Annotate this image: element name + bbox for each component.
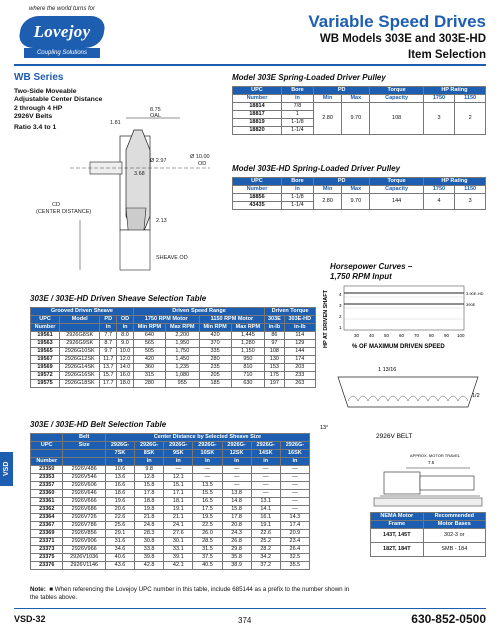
- belt-table-caption: 303E / 303E-HD Belt Selection Table: [30, 420, 167, 429]
- hp-curves-subtitle: 1,750 RPM Input: [330, 272, 392, 281]
- table-cell: 28.3: [135, 530, 164, 538]
- table-cell: 37.5: [193, 554, 222, 562]
- table-cell: 2926V686: [63, 506, 105, 514]
- table-cell: 23353: [31, 474, 63, 482]
- table-cell: 35.5: [280, 562, 309, 570]
- table-cell: 18.0: [117, 380, 134, 388]
- table-row: [31, 498, 310, 506]
- table-cell: 640: [133, 332, 165, 340]
- table-cell: 2926G10SK: [60, 348, 100, 356]
- table-cell: 114: [284, 332, 315, 340]
- table-cell: 42.8: [135, 562, 164, 570]
- table-row: 182T, 184T SMB - 184: [371, 543, 486, 557]
- table-row: [31, 554, 310, 562]
- table-cell: 35.8: [222, 554, 251, 562]
- y-tick: 2: [339, 314, 342, 319]
- motor-base-diagram: [370, 450, 486, 510]
- table-cell: 33.1: [164, 546, 193, 554]
- table-cell: 129: [284, 340, 315, 348]
- table-cell: 14.3: [280, 514, 309, 522]
- table-cell: 565: [133, 340, 165, 348]
- table-row: 18814 7/8 2.80 9.70 108 3 2: [233, 103, 486, 111]
- y-tick: 4: [339, 292, 342, 297]
- sheave-table: Grooved Driven Sheave Driven Speed Range Driven Torque UPC Model PD OD 1750 RPM Motor 1150 RPM Motor 303E 303E-HD Number in in Min RPM Max RPM Min RPM Max RPM in-lb in-lb 19561 2926G8SK 7.7 8.0 640 2,200 420 1,445 86 114 19563 2926G9SK 8.7 9.0 565 1,950 370 1,280 97 129 19565 2926G10SK 9.7 10.0 505 1,750 335 1,150 108 144 19567 2926G12SK 11.7 12.0 420 1,450 280 950 130 174 19569 2926G14SK 13.7 14.0 360 1,235 235 810 153 203 19572 2926G16SK 15.7 16.0 315 1,080 205 710 175 233 19575 2926G18SK 17.7 18.0 280 955 185 630 197 263: [30, 307, 316, 388]
- series-title: WB Series: [14, 72, 64, 83]
- table-cell: 19569: [31, 364, 60, 372]
- table-row: 18819 1-1/8: [233, 119, 486, 127]
- table-row: 18820 1-1/4: [233, 127, 486, 135]
- table-cell: 23375: [31, 554, 63, 562]
- table-row: 43435 1-1/4: [233, 202, 486, 210]
- table-cell: 205: [199, 372, 231, 380]
- table-cell: 2926V966: [63, 546, 105, 554]
- table-cell: 2926V646: [63, 490, 105, 498]
- table-cell: 2926V906: [63, 538, 105, 546]
- table-cell: 174: [284, 356, 315, 364]
- table-cell: 2926V486: [63, 466, 105, 474]
- page-title: Variable Speed Drives: [308, 12, 486, 31]
- table-cell: 2926V1146: [63, 562, 105, 570]
- table-cell: 15.8: [222, 506, 251, 514]
- table-cell: 2926V726: [63, 514, 105, 522]
- table-cell: 360: [133, 364, 165, 372]
- logo-name: Lovejoy: [33, 22, 91, 41]
- table-cell: 2926G12SK: [60, 356, 100, 364]
- table-row: [31, 466, 310, 474]
- table-cell: 1,150: [231, 348, 265, 356]
- table-row: [31, 522, 310, 530]
- table-cell: 2926V1036: [63, 554, 105, 562]
- sheave-table-caption: 303E / 303E-HD Driven Sheave Selection Table: [30, 294, 207, 303]
- table-cell: 2926V786: [63, 522, 105, 530]
- table-cell: 18.1: [164, 498, 193, 506]
- dim-od-label: OD: [198, 161, 207, 167]
- table-cell: 420: [133, 356, 165, 364]
- table-cell: 13.8: [222, 490, 251, 498]
- table-cell: 86: [265, 332, 284, 340]
- pulley-hd-table: UPC Bore PD Torque HP Rating Number in Min Max Capacity 1750 1150 18856 1-1/8 2.80 9.70 144 4 3 43435 1-1/4: [232, 177, 486, 210]
- table-cell: 13.7: [100, 364, 117, 372]
- table-cell: 15.8: [135, 482, 164, 490]
- footer-phone: 630-852-0500: [411, 612, 486, 626]
- table-cell: 9.8: [135, 466, 164, 474]
- table-row: [31, 372, 316, 380]
- table-cell: 9.0: [117, 340, 134, 348]
- belt-depth: 1/2: [472, 393, 480, 399]
- table-cell: 23350: [31, 466, 63, 474]
- table-row: 143T, 145T 302-3 or: [371, 529, 486, 543]
- table-cell: 22.6: [105, 514, 134, 522]
- table-cell: 31.6: [105, 538, 134, 546]
- table-cell: 15.5: [193, 490, 222, 498]
- table-cell: 1,235: [165, 364, 199, 372]
- table-cell: 22.5: [193, 522, 222, 530]
- table-cell: 1,445: [231, 332, 265, 340]
- table-cell: 23361: [31, 498, 63, 506]
- table-cell: 19567: [31, 356, 60, 364]
- table-cell: 33.8: [135, 546, 164, 554]
- table-cell: 13.1: [251, 498, 280, 506]
- table-cell: 24.3: [222, 530, 251, 538]
- table-cell: 28.2: [251, 546, 280, 554]
- table-cell: 19.1: [251, 522, 280, 530]
- table-cell: 26.4: [280, 546, 309, 554]
- dim-181: 1.81: [110, 120, 121, 126]
- hp-curves-chart: [322, 282, 488, 358]
- table-cell: 21.8: [135, 514, 164, 522]
- table-cell: 14.8: [222, 498, 251, 506]
- table-cell: 203: [284, 364, 315, 372]
- table-cell: 2926G16SK: [60, 372, 100, 380]
- table-row: [31, 380, 316, 388]
- table-cell: 1,450: [165, 356, 199, 364]
- table-row: [31, 538, 310, 546]
- table-cell: —: [193, 474, 222, 482]
- motor-base-table: NEMA Motor Recommended Frame Motor Bases 143T, 145T 302-3 or 182T, 184T SMB - 184: [370, 512, 486, 557]
- table-cell: 31.5: [193, 546, 222, 554]
- pulley-303e-table: UPC Bore PD Torque HP Rating Number in Min Max Capacity 1750 1150 18814 7/8 2.80 9.70 108 3 2 18817 1 18819 1-1/8 18820 1-1/4: [232, 86, 486, 135]
- table-cell: 30.1: [164, 538, 193, 546]
- table-cell: 23360: [31, 490, 63, 498]
- pulley-hd-caption: Model 303E-HD Spring-Loaded Driver Pulley: [232, 164, 401, 173]
- table-cell: 1,950: [165, 340, 199, 348]
- table-cell: 810: [231, 364, 265, 372]
- table-cell: 950: [231, 356, 265, 364]
- table-cell: —: [164, 466, 193, 474]
- table-cell: 23362: [31, 506, 63, 514]
- x-tick: 90: [444, 333, 450, 338]
- footer-rule: [14, 608, 486, 609]
- table-cell: 39.1: [164, 554, 193, 562]
- belt-angle: 13°: [320, 425, 329, 431]
- table-row: 18856 1-1/8 2.80 9.70 144 4 3: [233, 194, 486, 202]
- table-cell: 19561: [31, 332, 60, 340]
- table-cell: 235: [199, 364, 231, 372]
- table-cell: 23357: [31, 482, 63, 490]
- table-cell: 19572: [31, 372, 60, 380]
- table-cell: 22.6: [251, 530, 280, 538]
- table-cell: 19563: [31, 340, 60, 348]
- ratio-text: Ratio 3.4 to 1: [14, 124, 57, 131]
- table-cell: 280: [199, 356, 231, 364]
- table-cell: 16.1: [251, 514, 280, 522]
- table-cell: 25.6: [105, 522, 134, 530]
- table-cell: 1,280: [231, 340, 265, 348]
- dim-1000: Ø 10.00: [190, 154, 210, 160]
- table-cell: 29.1: [105, 530, 134, 538]
- side-tab-vsd: VSD: [0, 452, 13, 486]
- table-cell: —: [251, 466, 280, 474]
- dim-cd: CD: [52, 202, 60, 208]
- belt-selection-table: Belt Center Distance by Selected Sheave Size UPC Size 2926G- 2926G- 2926G- 2926G- 2926G- 2926G- 2926G- 7SK 8SK 9SK 10SK 12SK 14SK 16SK Number in in in in in in in 23350 2926V486 10.6 9.8 — — — — — 23353 2926V546 13.6 12.8 12.1 — — — — 23357 2926V606 16.6 15.8 15.1 13.5 — — — 23360 2926V646 18.6 17.8 17.1 15.5 13.8 — — 23361 2926V666 19.6 18.8 18.1 16.5 14.8 13.1 — 23362 2926V686 20.6 19.8 19.1 17.5 15.8 14.1 — 23364 2926V726 22.6 21.8 21.1 19.5 17.8 16.1 14.3 23367 2926V786 25.6 24.8 24.1 22.5 20.8 19.1 17.4 23369 2926V856 29.1 28.3 27.6 26.0 24.3 22.6 20.9 23371 2926V906 31.6 30.8 30.1 28.5 26.8 25.2 23.4 23373 2926V966 34.6 33.8 33.1 31.5 29.8 28.2 26.4 23375 2926V1036 40.6 39.8 39.1 37.5 35.8 34.2 32.5 23376 2926V1146 43.6 42.8 42.1 40.5 38.9 37.2 35.5: [30, 433, 310, 570]
- table-cell: 15.1: [164, 482, 193, 490]
- table-cell: 16.6: [105, 482, 134, 490]
- hp-y-label: HP AT DRIVEN SHAFT: [323, 290, 329, 348]
- table-cell: 19575: [31, 380, 60, 388]
- table-cell: 20.9: [280, 530, 309, 538]
- table-cell: 20.8: [222, 522, 251, 530]
- table-cell: 13.5: [193, 482, 222, 490]
- table-cell: 17.7: [100, 380, 117, 388]
- table-cell: —: [193, 466, 222, 474]
- table-cell: 26.0: [193, 530, 222, 538]
- table-cell: 280: [133, 380, 165, 388]
- belt-diagram: [318, 363, 486, 443]
- x-tick: 60: [399, 333, 405, 338]
- table-cell: 30.8: [135, 538, 164, 546]
- table-cell: 19.6: [105, 498, 134, 506]
- table-cell: —: [251, 490, 280, 498]
- table-cell: —: [280, 490, 309, 498]
- table-cell: 2926G8SK: [60, 332, 100, 340]
- table-cell: 12.0: [117, 356, 134, 364]
- table-cell: 40.5: [193, 562, 222, 570]
- dim-213: 2.13: [156, 218, 167, 224]
- table-cell: 12.8: [135, 474, 164, 482]
- table-row: [31, 530, 310, 538]
- table-cell: 630: [231, 380, 265, 388]
- table-cell: 710: [231, 372, 265, 380]
- table-cell: 1,750: [165, 348, 199, 356]
- table-cell: 2926G14SK: [60, 364, 100, 372]
- table-cell: 27.6: [164, 530, 193, 538]
- hp-curves-title: Horsepower Curves –: [330, 262, 413, 271]
- table-note: Note: ■ When referencing the Lovejoy UPC number in this table, include 685144 as a prefix to the number shown in the tables above.: [30, 586, 350, 601]
- table-cell: 153: [265, 364, 284, 372]
- table-cell: —: [280, 466, 309, 474]
- table-cell: 13.6: [105, 474, 134, 482]
- table-cell: —: [251, 482, 280, 490]
- belt-width: 1 13/16: [378, 367, 397, 373]
- table-cell: —: [222, 482, 251, 490]
- dim-oal-label: OAL: [150, 113, 162, 119]
- table-cell: —: [280, 498, 309, 506]
- header-rule: [14, 64, 486, 66]
- table-cell: 10.6: [105, 466, 134, 474]
- table-cell: 16.0: [117, 372, 134, 380]
- table-row: [31, 562, 310, 570]
- table-cell: 197: [265, 380, 284, 388]
- table-cell: 28.5: [193, 538, 222, 546]
- table-cell: 40.6: [105, 554, 134, 562]
- table-cell: 23371: [31, 538, 63, 546]
- table-cell: 8.7: [100, 340, 117, 348]
- table-cell: 19565: [31, 348, 60, 356]
- table-cell: 25.2: [251, 538, 280, 546]
- table-row: 18817 1: [233, 111, 486, 119]
- table-cell: 34.6: [105, 546, 134, 554]
- table-cell: 42.1: [164, 562, 193, 570]
- table-cell: 19.8: [135, 506, 164, 514]
- table-cell: 185: [199, 380, 231, 388]
- table-cell: 23369: [31, 530, 63, 538]
- table-cell: 38.9: [222, 562, 251, 570]
- pulley-303e-caption: Model 303E Spring-Loaded Driver Pulley: [232, 73, 386, 82]
- table-cell: 505: [133, 348, 165, 356]
- table-cell: 23364: [31, 514, 63, 522]
- table-cell: 29.8: [222, 546, 251, 554]
- table-cell: 14.1: [251, 506, 280, 514]
- motor-travel-dim: 7.5: [428, 460, 435, 465]
- table-cell: 97: [265, 340, 284, 348]
- x-tick: 100: [457, 333, 465, 338]
- x-tick: 70: [414, 333, 420, 338]
- table-cell: 12.1: [164, 474, 193, 482]
- footer-page-code: VSD-32: [14, 614, 46, 624]
- table-cell: 19.5: [193, 514, 222, 522]
- x-tick: 50: [384, 333, 390, 338]
- logo-subtitle: Coupling Solutions: [24, 48, 100, 58]
- table-cell: 15.7: [100, 372, 117, 380]
- dim-oal: 8.75: [150, 107, 161, 113]
- table-cell: 315: [133, 372, 165, 380]
- table-row: [31, 514, 310, 522]
- table-cell: 24.8: [135, 522, 164, 530]
- sheave-od-label: SHEAVE OD: [156, 255, 188, 261]
- x-tick: 40: [369, 333, 375, 338]
- table-row: [31, 482, 310, 490]
- table-row: [31, 474, 310, 482]
- table-row: [31, 340, 316, 348]
- motor-travel-note: APPROX. MOTOR TRAVEL: [410, 453, 461, 458]
- pulley-diagram: [30, 100, 230, 280]
- dim-cd-label: (CENTER DISTANCE): [36, 209, 92, 215]
- dim-297: Ø 2.97: [150, 158, 167, 164]
- table-cell: 2926V546: [63, 474, 105, 482]
- table-cell: 10.0: [117, 348, 134, 356]
- table-cell: 233: [284, 372, 315, 380]
- table-cell: —: [222, 466, 251, 474]
- table-cell: 370: [199, 340, 231, 348]
- table-cell: —: [280, 482, 309, 490]
- table-cell: 26.8: [222, 538, 251, 546]
- table-cell: 2926V856: [63, 530, 105, 538]
- table-cell: 17.8: [222, 514, 251, 522]
- section-title: Item Selection: [408, 49, 486, 61]
- table-cell: 335: [199, 348, 231, 356]
- x-tick: 30: [354, 333, 360, 338]
- table-row: [31, 364, 316, 372]
- table-cell: —: [222, 474, 251, 482]
- series-description: Two-Side Moveable Adjustable Center Distance 2 through 4 HP 2926V Belts: [14, 88, 103, 121]
- table-cell: 420: [199, 332, 231, 340]
- table-row: [31, 506, 310, 514]
- table-cell: 175: [265, 372, 284, 380]
- x-tick: 80: [429, 333, 435, 338]
- table-cell: 955: [165, 380, 199, 388]
- table-cell: 2926V606: [63, 482, 105, 490]
- table-cell: 8.0: [117, 332, 134, 340]
- table-cell: 2926V666: [63, 498, 105, 506]
- table-cell: 17.4: [280, 522, 309, 530]
- logo-tagline: where the world turns for: [28, 6, 96, 12]
- table-cell: 263: [284, 380, 315, 388]
- table-cell: 19.1: [164, 506, 193, 514]
- table-cell: —: [280, 506, 309, 514]
- table-cell: —: [251, 474, 280, 482]
- table-cell: 14.0: [117, 364, 134, 372]
- table-cell: 130: [265, 356, 284, 364]
- table-cell: 23373: [31, 546, 63, 554]
- table-cell: 144: [284, 348, 315, 356]
- table-row: [31, 332, 316, 340]
- e303-curve-label: 390E: [466, 302, 476, 307]
- table-cell: 23367: [31, 522, 63, 530]
- table-cell: 23.4: [280, 538, 309, 546]
- table-cell: 2,200: [165, 332, 199, 340]
- table-cell: 20.6: [105, 506, 134, 514]
- table-cell: 17.8: [135, 490, 164, 498]
- hd-curve-label: 3.90E-HD: [466, 291, 484, 296]
- table-cell: 18.6: [105, 490, 134, 498]
- table-cell: 17.1: [164, 490, 193, 498]
- y-tick: 3: [339, 303, 342, 308]
- table-cell: 1,080: [165, 372, 199, 380]
- table-cell: 32.5: [280, 554, 309, 562]
- table-cell: 43.6: [105, 562, 134, 570]
- hp-x-label: % OF MAXIMUM DRIVEN SPEED: [352, 344, 445, 350]
- table-cell: 2926G18SK: [60, 380, 100, 388]
- table-cell: 108: [265, 348, 284, 356]
- table-cell: 18.8: [135, 498, 164, 506]
- table-cell: 11.7: [100, 356, 117, 364]
- table-cell: 23376: [31, 562, 63, 570]
- table-cell: 16.5: [193, 498, 222, 506]
- table-row: [31, 348, 316, 356]
- table-cell: 2926G9SK: [60, 340, 100, 348]
- footer-page-number: 374: [238, 616, 252, 625]
- table-cell: 7.7: [100, 332, 117, 340]
- lovejoy-logo: [14, 6, 110, 64]
- table-row: [31, 546, 310, 554]
- table-cell: 34.2: [251, 554, 280, 562]
- table-row: [31, 490, 310, 498]
- page-subtitle: WB Models 303E and 303E-HD: [319, 33, 486, 45]
- y-tick: 1: [339, 325, 342, 330]
- table-cell: 39.8: [135, 554, 164, 562]
- belt-name: 2926V BELT: [376, 433, 413, 440]
- dim-368: 3.68: [134, 171, 145, 177]
- table-cell: 24.1: [164, 522, 193, 530]
- table-row: [31, 356, 316, 364]
- table-cell: 17.5: [193, 506, 222, 514]
- table-cell: 9.7: [100, 348, 117, 356]
- table-cell: —: [280, 474, 309, 482]
- table-cell: 37.2: [251, 562, 280, 570]
- table-cell: 21.1: [164, 514, 193, 522]
